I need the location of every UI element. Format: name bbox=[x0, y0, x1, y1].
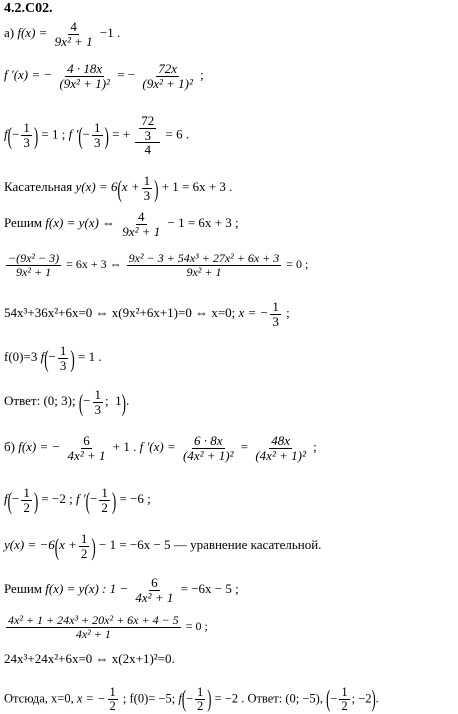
fraction: $\frac{72x}{\text{(9x² + 1)²}}$ bbox=[142, 61, 193, 91]
part-a-label: а) bbox=[4, 25, 15, 41]
part-a-tangent: Касательная y(x) = 6(x + $\frac{1}{3}$ ) + 1 = 6x + 3 . bbox=[4, 173, 233, 203]
part-a-solve: Решим f(x) = y(x) ⇔ $\frac{4}{\text{9x² + 1}}$ − 1 = 6x + 3 ; bbox=[4, 209, 239, 239]
part-b-conclusion: Отсюда, x=0, x = − $\frac{1}{2}$ ; f(0)= −5; f(− $\frac{1}{2}$ ) = −2 . Ответ: (0; −5), (− $\frac{1}{2}$ ; −2). bbox=[4, 685, 379, 714]
fraction: $\frac{4}{\text{9x² + 1}}$ bbox=[54, 19, 93, 49]
part-b-function: б) f(x) = − $\frac{6}{\text{4x² + 1}}$ + 1 . f ′(x) = $\frac{6 \cdot 8x}{\text{(4x² + 1)²}}$ = $\frac{48x}{\text{(4x² + 1)²}}$ ; bbox=[4, 433, 317, 463]
part-b-tangent: y(x) = −6(x + $\frac{1}{2}$ ) − 1 = −6x − 5 — уравнение касательной. bbox=[4, 531, 322, 561]
part-a-function: а) f(x) = $\frac{4}{\text{9x² + 1}}$ −1 . bbox=[4, 19, 121, 49]
fraction: $\frac{4 \cdot 18x}{\text{(9x² + 1)²}}$ bbox=[59, 61, 110, 91]
part-b-solve: Решим f(x) = y(x) : 1 − $\frac{6}{\text{4x² + 1}}$ = −6x − 5 ; bbox=[4, 575, 239, 605]
part-b-equation-1: $\frac{\text{4x² + 1 + 24x³ + 20x² + 6x + 4 − 5}}{\text{4x² + 1}}$ = 0 ; bbox=[8, 613, 208, 641]
part-a-f0: f(0)=3 f(− $\frac{1}{3}$ ) = 1 . bbox=[4, 343, 102, 373]
part-b-equation-2: 24x³+24x²+6x=0 ⇔ x(2x+1)²=0. bbox=[4, 651, 175, 666]
part-a-derivative: f ′(x) = − $\frac{4 \cdot 18x}{\text{(9x² + 1)²}}$ = − $\frac{72x}{\text{(9x² + 1)²}}$ ; bbox=[4, 61, 204, 91]
part-a-answer: Ответ: (0; 3); (− $\frac{1}{3}$ ; 1). bbox=[4, 387, 130, 417]
problem-number: 4.2.С02. bbox=[4, 1, 53, 16]
part-a-equation-1: $\frac{\text{−(9x² − 3)}}{\text{9x² + 1}}$ = 6x + 3 ⇔ $\frac{\text{9x² − 3 + 54x³ + 27x² + 6x + 3}}{\text{9x² + 1}}$ = 0 ; bbox=[8, 251, 309, 279]
part-a-equation-2: 54x³+36x²+6x=0 ⇔ x(9x²+6x+1)=0 ⇔ x=0; x = − $\frac{1}{3}$ ; bbox=[4, 299, 290, 329]
nested-fraction: $\frac{\frac{72}{3}}{4}$ bbox=[135, 114, 160, 157]
part-a-values: f(− $\frac{1}{3}$ ) = 1 ; f ′(− $\frac{1}{3}$ ) = + $\frac{\frac{72}{3}}{4}$ = 6 . bbox=[4, 113, 190, 158]
part-b-label: б) bbox=[4, 439, 15, 455]
part-b-values: f(− $\frac{1}{2}$ ) = −2 ; f ′(− $\frac{1}{2}$ ) = −6 ; bbox=[4, 485, 151, 515]
